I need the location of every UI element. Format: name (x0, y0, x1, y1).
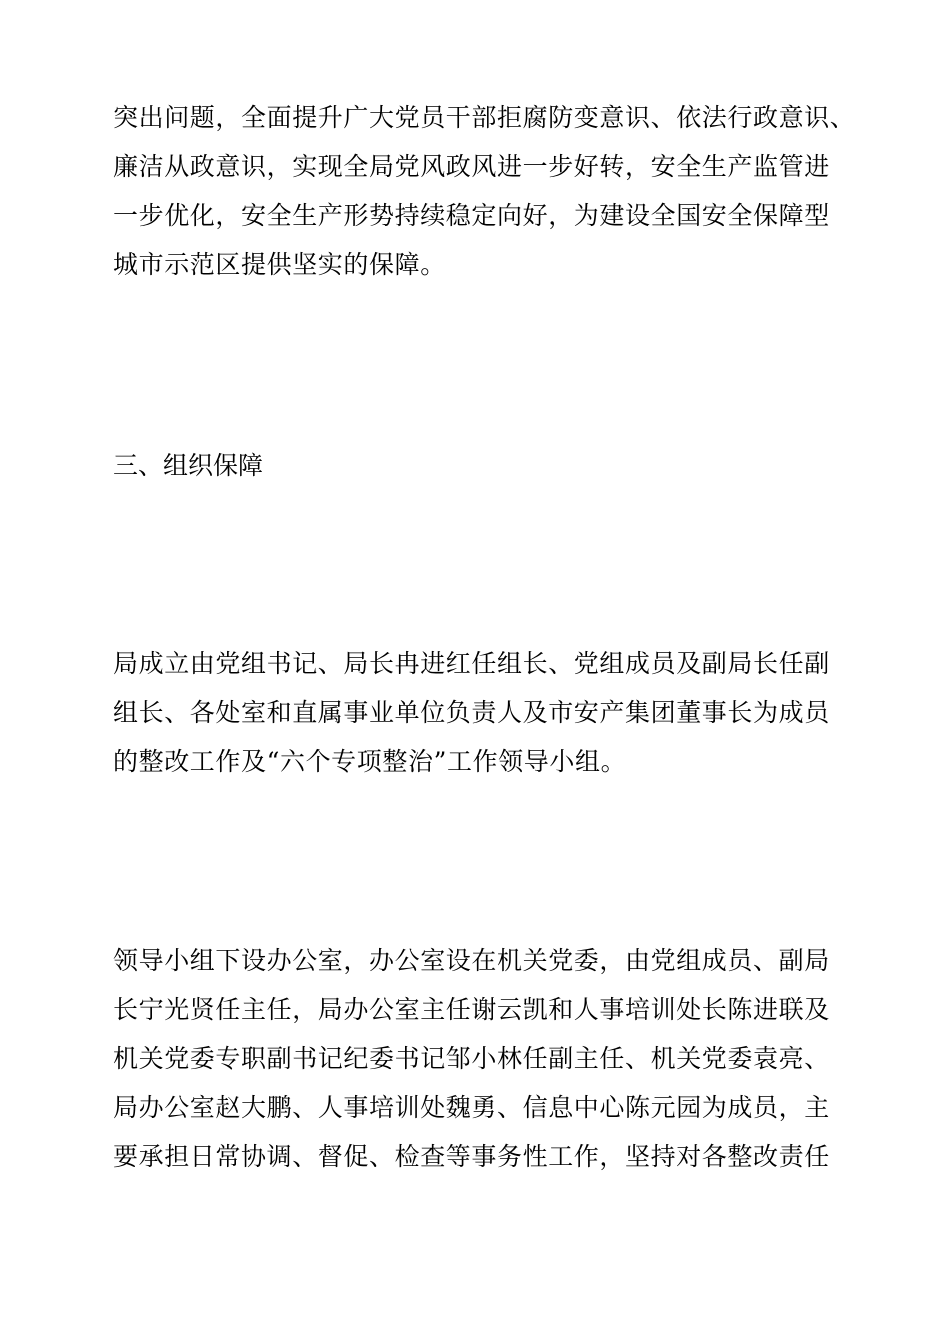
paragraph-line: 城市示范区提供坚实的保障。 (113, 250, 446, 279)
paragraph-line: 局办公室赵大鹏、人事培训处魏勇、信息中心陈元园为成员，主 (113, 1093, 830, 1122)
paragraph-line: 要承担日常协调、督促、检查等事务性工作，坚持对各整改责任 (113, 1142, 830, 1171)
paragraph-line: 突出问题，全面提升广大党员干部拒腐防变意识、依法行政意识、 (113, 103, 856, 132)
paragraph-line: 一步优化，安全生产形势持续稳定向好，为建设全国安全保障型 (113, 201, 830, 230)
paragraph-line: 局成立由党组书记、局长冉进红任组长、党组成员及副局长任副 (113, 649, 830, 678)
paragraph-line: 的整改工作及“六个专项整治”工作领导小组。 (113, 747, 627, 776)
section-heading: 三、组织保障 (113, 451, 264, 480)
paragraph-line: 组长、各处室和直属事业单位负责人及市安产集团董事长为成员 (113, 698, 830, 727)
paragraph-line: 机关党委专职副书记纪委书记邹小林任副主任、机关党委袁亮、 (113, 1044, 830, 1073)
paragraph-line: 长宁光贤任主任，局办公室主任谢云凯和人事培训处长陈进联及 (113, 995, 830, 1024)
paragraph-line: 廉洁从政意识，实现全局党风政风进一步好转，安全生产监管进 (113, 152, 830, 181)
paragraph-line: 领导小组下设办公室，办公室设在机关党委，由党组成员、副局 (113, 946, 830, 975)
